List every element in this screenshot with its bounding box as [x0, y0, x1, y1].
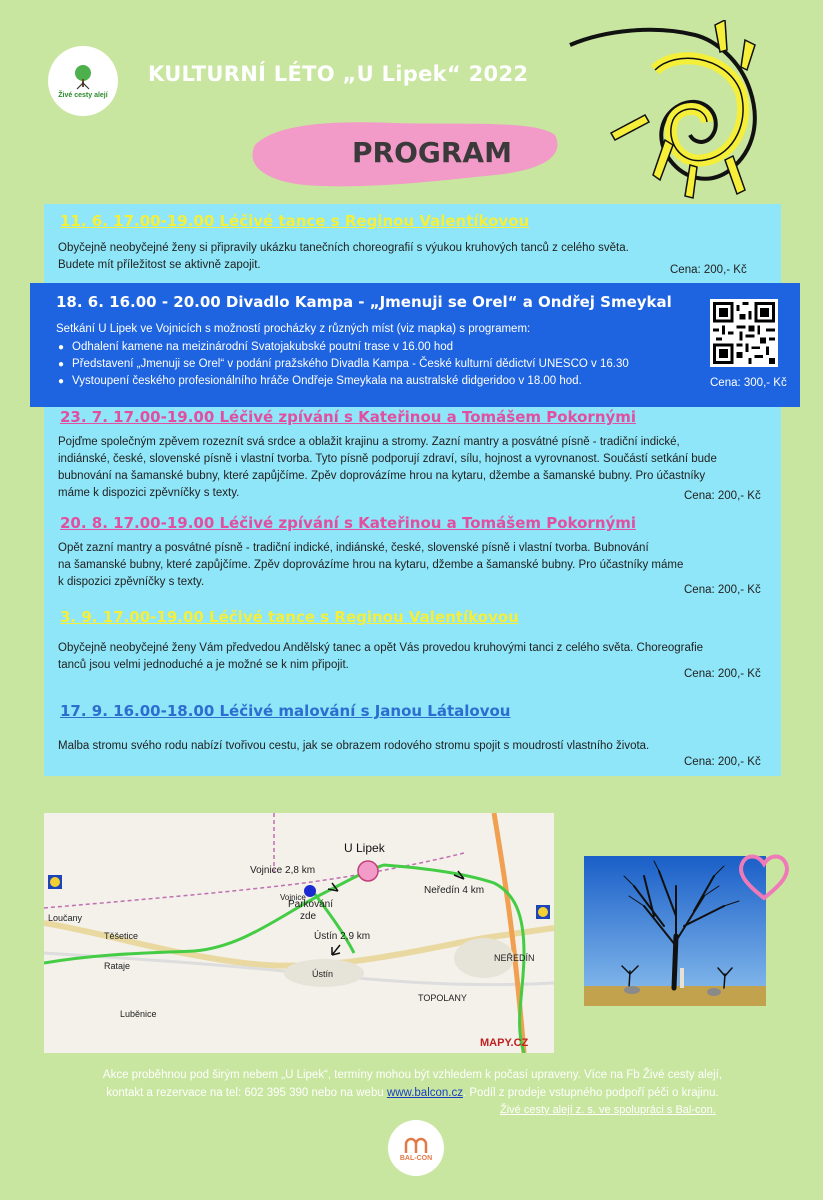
map-town: Vojnice — [280, 893, 306, 902]
event-3-line: bubnování na šamanské bubny, které zapůjčíme. Zpěv doprovázíme hrou na kytaru, džembe a šamanské bubny. Pro účastníky — [58, 470, 706, 482]
qr-code-icon[interactable] — [710, 299, 778, 367]
event-1-heading: 11. 6. 17.00-19.00 Léčivé tance s Reginou Valentíkovou — [60, 212, 530, 230]
featured-price: Cena: 300,- Kč — [710, 377, 787, 389]
footer-support-text: . Podíl z prodeje vstupného podpoří péči o krajinu. — [463, 1087, 719, 1099]
footer-contact-text: kontakt a rezervace na tel: 602 395 390 nebo na webu — [106, 1087, 387, 1099]
map-label-u-lipek: U Lipek — [344, 841, 385, 855]
event-5-line: tanců jsou velmi jednoduché a je možné se k nim připojit. — [58, 659, 349, 671]
balcon-logo-text: BAL-CON — [399, 1154, 433, 1162]
footer-credit: Živé cesty alejí z. s. ve spolupráci s Bal-con. — [500, 1104, 716, 1116]
page-title: KULTURNÍ LÉTO „U Lipek“ 2022 — [148, 62, 529, 86]
event-3-line: Pojďme společným zpěvem rozeznít svá srdce a oblažit krajinu a stromy. Zazní mantry a posvátné písně - tradiční indické, — [58, 436, 680, 448]
map-label-neredin: Neředín 4 km — [424, 885, 485, 896]
event-3-line: indiánské, české, slovenské písně i vlastní tvorba. Tyto písně podporují zdraví, sílu, hojnost a vyrovnanost. Součástí setkání bude — [58, 453, 717, 465]
event-6-line: Malba stromu svého rodu nabízí tvořivou cestu, jak se obrazem rodového stromu spojit s moudrostí vlastního života. — [58, 740, 650, 752]
event-4-line: Opět zazní mantry a posvátné písně - tradiční indické, indiánské, české, slovenské písně i vlastní tvorba. Bubnování — [58, 542, 649, 554]
event-5-heading: 3. 9. 17.00-19.00 Léčivé tance s Reginou Valentíkovou — [60, 608, 519, 626]
featured-program-list — [58, 339, 629, 390]
map-town: Rataje — [104, 961, 131, 971]
logo-text: Živé cesty alejí — [58, 91, 108, 99]
event-3-heading: 23. 7. 17.00-19.00 Léčivé zpívání s Kateřinou a Tomášem Pokornými — [60, 408, 637, 426]
event-6-price: Cena: 200,- Kč — [684, 756, 761, 768]
featured-event-box — [30, 283, 800, 407]
event-4-heading: 20. 8. 17.00-19.00 Léčivé zpívání s Kateřinou a Tomášem Pokornými — [60, 514, 637, 532]
event-3-price: Cena: 200,- Kč — [684, 490, 761, 502]
featured-intro: Setkání U Lipek ve Vojnicích s možností procházky z různých míst (viz mapka) s programem: — [56, 323, 531, 335]
event-3-description — [58, 434, 717, 502]
map-label-parking: Parkování — [288, 899, 334, 910]
map-town: Ústín — [312, 969, 334, 979]
map-town: Loučany — [48, 913, 83, 923]
event-6-heading: 17. 9. 16.00-18.00 Léčivé malování s Janou Látalovou — [60, 702, 511, 720]
map-label-vojnice: Vojnice 2,8 km — [250, 865, 316, 876]
event-1-description — [58, 240, 629, 274]
mapy-cz-logo: MAPY.CZ — [480, 1037, 529, 1049]
event-5-price: Cena: 200,- Kč — [684, 668, 761, 680]
map-town: Těšetice — [104, 931, 139, 941]
balcon-web-link[interactable]: www.balcon.cz — [386, 1087, 463, 1099]
footer-line-2 — [40, 1084, 785, 1102]
program-heading: PROGRAM — [352, 136, 512, 169]
event-1-line: Obyčejně neobyčejné ženy si připravily ukázku tanečních choreografií s výukou kruhových tanců z celého světa. — [58, 242, 629, 254]
event-4-line: na šamanské bubny, které zapůjčíme. Zpěv doprovázíme hrou na kytaru, džembe a šamanské bubny. Pro účastníky máme — [58, 559, 684, 571]
zive-cesty-logo — [48, 46, 118, 116]
list-item: ● Vystoupení českého profesionálního hráče Ondřeje Smeykala na australské didgeridoo v 18.00 hod. — [58, 373, 629, 390]
event-4-description — [58, 540, 683, 591]
tree-icon — [72, 64, 94, 90]
balcon-logo — [388, 1120, 444, 1176]
map-label-ustin: Ústín 2,9 km — [314, 931, 371, 942]
map-town: TOPOLANY — [418, 993, 467, 1003]
sun-spiral-icon — [565, 20, 765, 200]
map-town: NEŘEDÍN — [494, 953, 535, 963]
map-label-parking-zde: zde — [300, 911, 317, 922]
event-1-line: Budete mít příležitost se aktivně zapojit. — [58, 259, 261, 271]
event-5-line: Obyčejně neobyčejné ženy Vám předvedou Andělský tanec a opět Vás provedou kruhovými tanci z celého světa. Choreografie — [58, 642, 704, 654]
map-town: Luběnice — [120, 1009, 157, 1019]
event-4-line: k dispozici zpěvníčky s texty. — [58, 576, 205, 588]
list-item: ● Představení „Jmenuji se Orel“ v podání pražského Divadla Kampa - České kulturní dědictví UNESCO v 16.30 — [58, 356, 629, 373]
event-6-description — [58, 738, 649, 755]
featured-heading: 18. 6. 16.00 - 20.00 Divadlo Kampa - „Jmenuji se Orel“ a Ondřej Smeykal — [56, 293, 672, 311]
event-5-description — [58, 640, 703, 674]
list-item: ● Odhalení kamene na meizinárodní Svatojakubské poutní trase v 16.00 hod — [58, 339, 629, 356]
footer-info — [40, 1066, 785, 1102]
balcon-arch-icon — [403, 1135, 429, 1155]
heart-icon — [736, 848, 792, 904]
route-map[interactable] — [44, 813, 554, 1053]
event-3-line: máme k dispozici zpěvníčky s texty. — [58, 487, 240, 499]
event-4-price: Cena: 200,- Kč — [684, 584, 761, 596]
event-1-price: Cena: 200,- Kč — [670, 264, 747, 276]
footer-line-1: Akce proběhnou pod širým nebem „U Lipek“, termíny mohou být vzhledem k počasí upraveny. Více na Fb Živé cesty alejí, — [102, 1069, 723, 1081]
